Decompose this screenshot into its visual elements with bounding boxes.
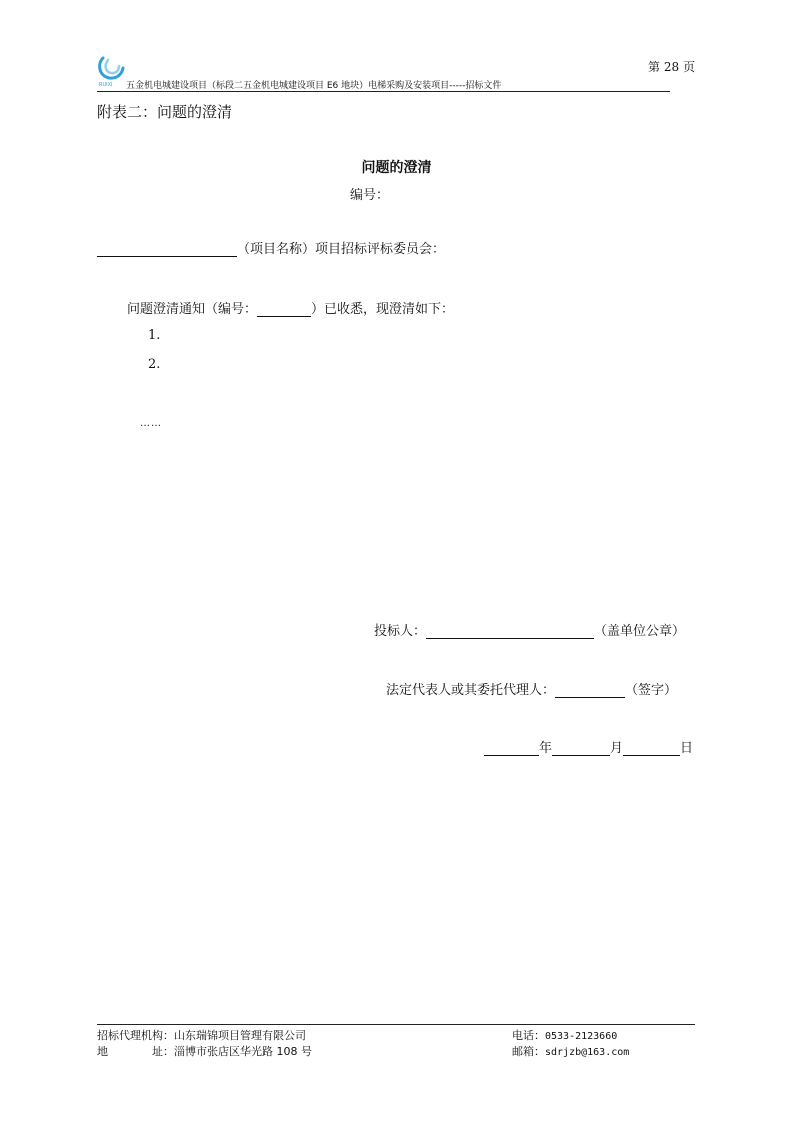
representative-line — [386, 679, 677, 698]
notice-line — [127, 298, 454, 317]
year-label: 年 — [539, 741, 553, 756]
header-divider — [97, 91, 670, 92]
bidder-label: 投标人： — [374, 624, 427, 639]
project-title: 五金机电城建设项目（标段二五金机电城建设项目 E6 地块）电梯采购及安装项目-----招标文件 — [126, 81, 502, 91]
page-number: 第 28 页 — [648, 60, 695, 74]
company-logo — [97, 54, 125, 88]
footer-divider — [97, 1024, 695, 1025]
notice-prefix: 问题澄清通知（编号： — [127, 302, 258, 317]
notice-suffix: ）已收悉，现澄清如下： — [311, 302, 455, 317]
representative-sign-note: （签字） — [625, 683, 678, 698]
addressee-text: （项目名称）项目招标评标委员会： — [237, 242, 446, 257]
list-item: 1. — [148, 328, 161, 343]
month-label: 月 — [610, 741, 624, 756]
representative-label: 法定代表人或其委托代理人： — [386, 683, 556, 698]
form-number-label: 编号： — [350, 188, 390, 203]
address-info: 地 址：淄博市张店区华光路 108 号 — [97, 1045, 312, 1058]
svg-text:RUIXI: RUIXI — [99, 82, 113, 88]
notice-number-blank[interactable] — [257, 302, 311, 317]
email-info: 邮箱：sdrjzb@163.com — [512, 1045, 630, 1058]
day-blank[interactable] — [623, 741, 680, 756]
appendix-title: 附表二：问题的澄清 — [97, 103, 233, 121]
bidder-blank[interactable] — [426, 624, 594, 639]
bidder-seal-note: （盖单位公章） — [594, 624, 686, 639]
month-blank[interactable] — [552, 741, 610, 756]
bidder-line — [374, 620, 685, 639]
ellipsis: …… — [140, 418, 162, 429]
list-item: 2. — [148, 357, 161, 372]
representative-blank[interactable] — [555, 683, 625, 698]
addressee-line — [97, 238, 445, 257]
agency-info: 招标代理机构：山东瑞锦项目管理有限公司 — [97, 1029, 306, 1042]
day-label: 日 — [680, 741, 694, 756]
phone-info: 电话：0533-2123660 — [512, 1029, 618, 1042]
date-line — [484, 737, 693, 756]
form-title: 问题的澄清 — [361, 160, 432, 176]
year-blank[interactable] — [484, 741, 539, 756]
project-name-blank[interactable] — [97, 242, 237, 257]
